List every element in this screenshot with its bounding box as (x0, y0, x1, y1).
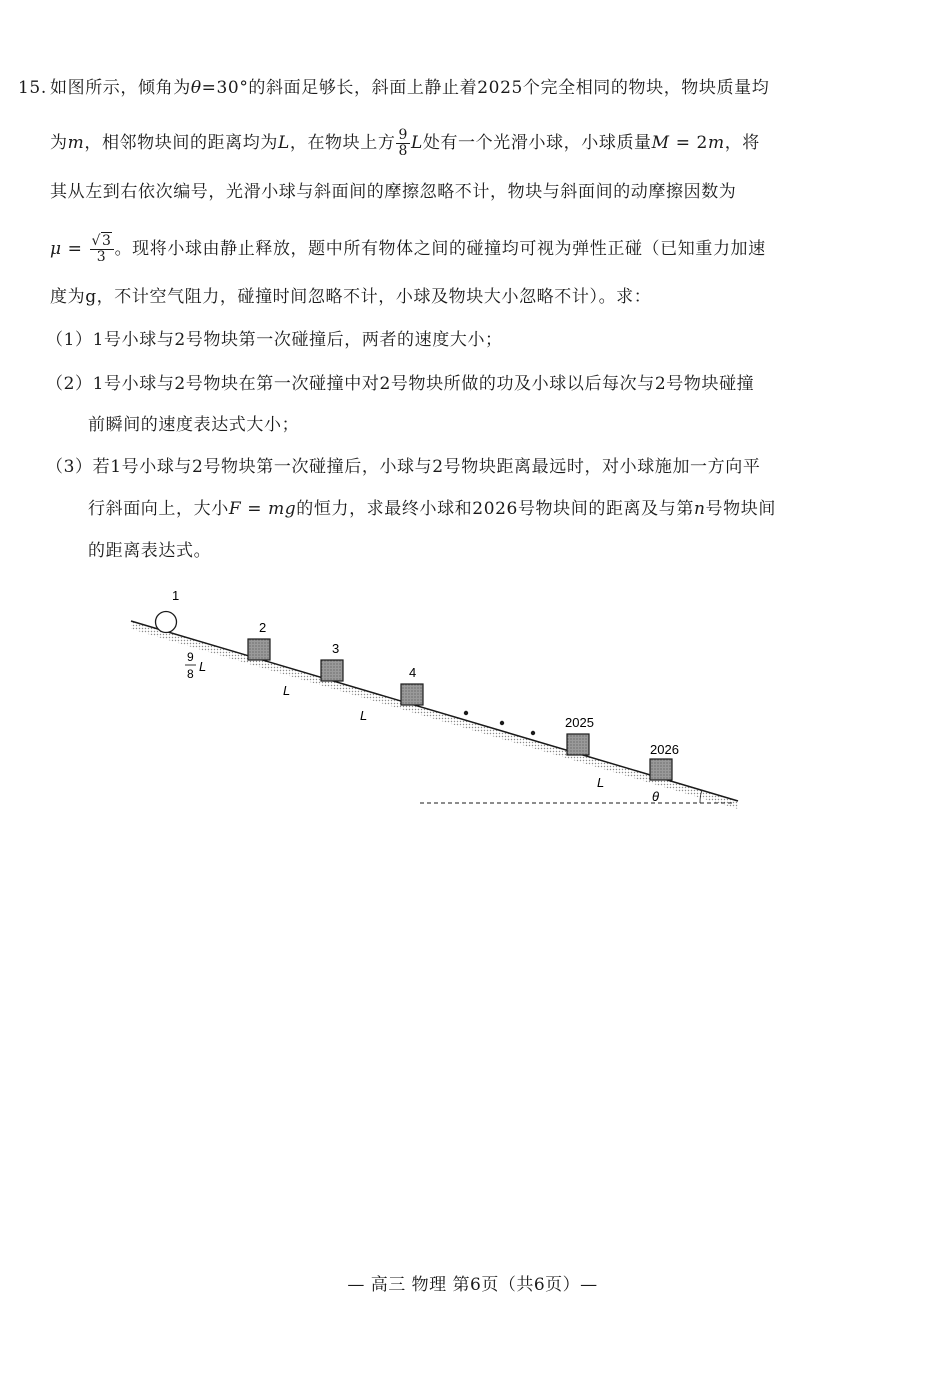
distance-frac-L: L (199, 659, 207, 674)
sub-question-2-line-1: （2）1号小球与2号物块在第一次碰撞中对2号物块所做的功及小球以后每次与2号物块碰撞 (46, 374, 755, 394)
sub-question-3-line-1: （3）若1号小球与2号物块第一次碰撞后，小球与2号物块距离最远时，对小球施加一方向平 (46, 457, 761, 477)
ellipsis-dot (500, 721, 504, 725)
question-line-4: μ = $\frac{√3}{3}$ 。现将小球由静止释放，题中所有物体之间的碰撞均可视为弹性正碰（已知重力加速 (50, 233, 766, 265)
block-2026 (650, 759, 672, 780)
block-2 (248, 639, 270, 660)
ball-label: 1 (172, 588, 180, 603)
fraction-sqrt3-over-3: $\frac{√3}{3}$ (91, 233, 112, 265)
distance-frac-num: 9 (187, 650, 194, 664)
question-number: 15. (18, 78, 47, 98)
distance-frac-den: 8 (187, 667, 194, 681)
incline-surface (131, 621, 738, 801)
sub-question-3-line-3: 的距离表达式。 (88, 541, 212, 561)
ellipsis-dot (531, 731, 535, 735)
block-4 (401, 684, 423, 705)
block-label-4: 4 (409, 665, 417, 680)
block-label-2025: 2025 (565, 715, 594, 730)
distance-L-2: L (360, 708, 368, 723)
block-3 (321, 660, 343, 681)
question-line-2: 为m，相邻物块间的距离均为L，在物块上方 $\frac{9}{8}$ L处有一个光滑小球，小球质量M = 2m，将 (50, 127, 760, 159)
ball-1 (156, 612, 177, 633)
exam-page: 15. 如图所示，倾角为θ=30°的斜面足够长，斜面上静止着2025个完全相同的物块，物块质量均 为m，相邻物块间的距离均为L，在物块上方 $\frac{9}{8}$ L处有一个光滑小球，小球质量M = 2m，将 其从左到右依次编号，光滑小球与斜面间的摩擦忽略不计，物块与斜面间的动摩擦因数为 μ = $\frac{√3}{3}$ 。现将小球由静止释放，题中所有物体之间的碰撞均可视为弹性正碰（已知重力加速 度为g，不计空气阻力，碰撞时间忽略不计，小球及物块大小忽略不计）。求： （1）1号小球与2号物块第一次碰撞后，两者的速度大小； （2）1号小球与2号物块在第一次碰撞中对2号物块所做的功及小球以后每次与2号物块碰撞 前瞬间的速度表达式大小； （3）若1号小球与2号物块第一次碰撞后，小球与2号物块距离最远时，对小球施加一方向平 行斜面向上，大小F = mg的恒力，求最终小球和2026号物块间的距离及与第n号物块间 的距离表达式。 1 2 3 4 2025 2026 9 8 L L L L θ — 高三 物理 第6页（共6页）— (0, 0, 945, 1377)
question-line-5: 度为g，不计空气阻力，碰撞时间忽略不计，小球及物块大小忽略不计）。求： (50, 287, 652, 307)
block-label-2: 2 (259, 620, 267, 635)
block-label-2026: 2026 (650, 742, 679, 757)
page-footer: — 高三 物理 第6页（共6页）— (347, 1275, 598, 1295)
block-label-3: 3 (332, 641, 340, 656)
distance-L-1: L (283, 683, 291, 698)
sub-question-1: （1）1号小球与2号物块第一次碰撞后，两者的速度大小； (46, 330, 503, 350)
distance-L-3: L (597, 775, 605, 790)
sub-question-2-line-2: 前瞬间的速度表达式大小； (88, 415, 300, 435)
fraction-nine-eighths: $\frac{9}{8}$ (398, 127, 408, 159)
incline-ground (131, 621, 738, 809)
ellipsis-dot (464, 711, 468, 715)
sub-question-3-line-2: 行斜面向上，大小F = mg的恒力，求最终小球和2026号物块间的距离及与第n号物块间 (88, 499, 776, 519)
angle-label: θ (652, 789, 660, 804)
question-line-3: 其从左到右依次编号，光滑小球与斜面间的摩擦忽略不计，物块与斜面间的动摩擦因数为 (50, 182, 737, 202)
block-2025 (567, 734, 589, 755)
